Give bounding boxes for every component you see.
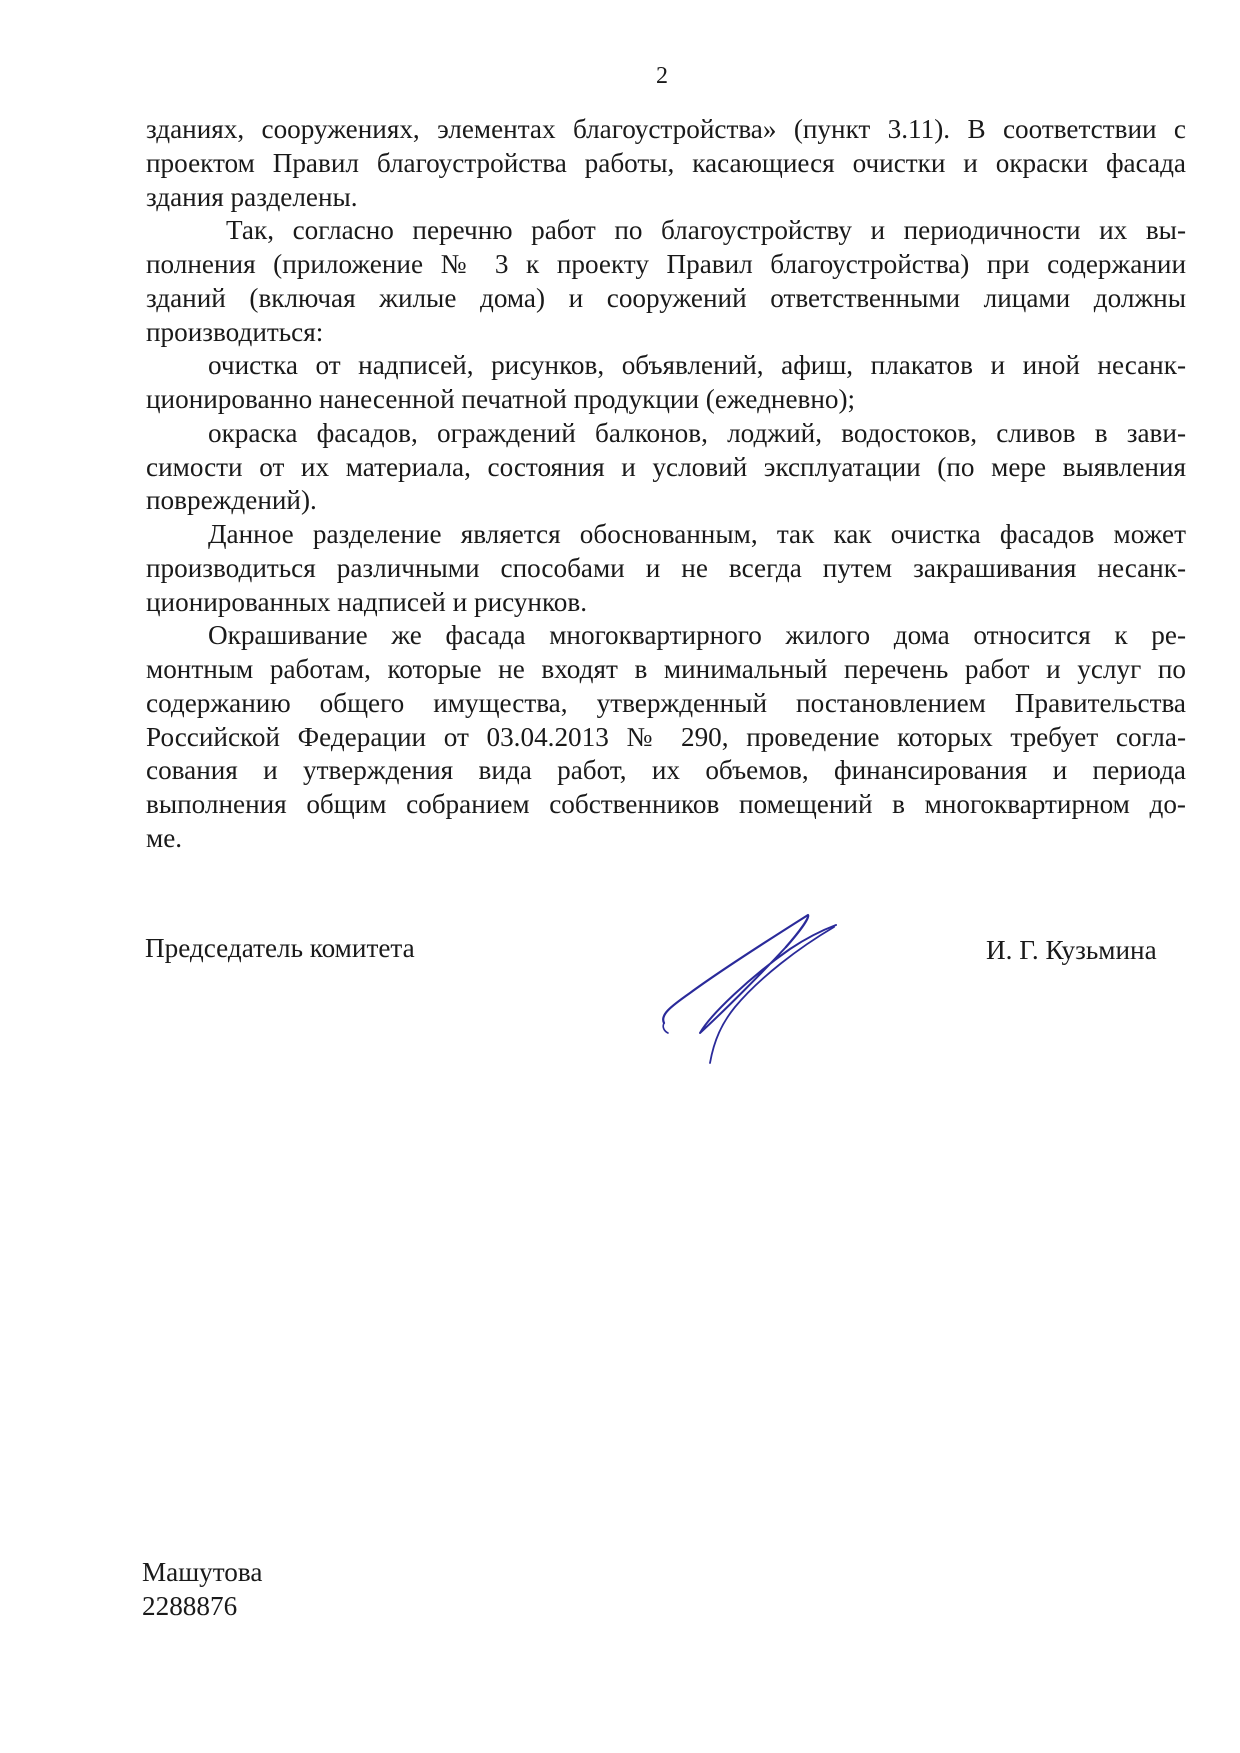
- signatory-title: Председатель комитета: [145, 933, 415, 963]
- text-line: Данное разделение является обоснованным, так как очистка фасадов может: [208, 519, 1186, 549]
- text-line: проектом Правил благоустройства работы, касающиеся очистки и окраски фасада: [146, 147, 1186, 178]
- text-line: здания разделены.: [146, 181, 358, 212]
- paragraph-cleaning-item: [146, 349, 1186, 417]
- text-line: окраска фасадов, ограждений балконов, лоджий, водостоков, сливов в зави-: [208, 417, 1186, 448]
- text-line: Окрашивание же фасада многоквартирного жилого дома относится к ре-: [208, 620, 1186, 651]
- text-line: ме.: [146, 822, 183, 853]
- paragraph-works-list-intro: [146, 214, 1186, 349]
- text-line: производиться:: [146, 316, 324, 347]
- text-line: ционированных надписей и рисунков.: [146, 586, 588, 617]
- text-line: производиться различными способами и не всегда путем закрашивания несанк-: [146, 552, 1186, 583]
- executor-phone: 2288876: [142, 1591, 238, 1621]
- text-line: Так, согласно перечню работ по благоустройству и периодичности их вы-: [226, 215, 1186, 246]
- text-line: зданий (включая жилые дома) и сооружений ответственными лицами должны: [146, 282, 1186, 313]
- text-line: Российской Федерации от 03.04.2013 № 290, проведение которых требует согла-: [146, 721, 1186, 752]
- text-line: выполнения общим собранием собственников помещений в многоквартирном до-: [146, 789, 1186, 819]
- text-line: содержанию общего имущества, утвержденный постановлением Правительства: [146, 687, 1186, 718]
- executor-footer: [142, 1555, 262, 1623]
- text-line: повреждений).: [146, 485, 317, 516]
- executor-name: Машутова: [142, 1557, 263, 1587]
- text-line: очистка от надписей, рисунков, объявлений, афиш, плакатов и иной несанк-: [208, 350, 1186, 381]
- text-line: полнения (приложение № 3 к проекту Правил благоустройства) при содержании: [146, 249, 1186, 279]
- paragraph-painting-item: [146, 417, 1186, 518]
- letter-body: [146, 113, 1186, 856]
- paragraph-repair-works: [146, 619, 1186, 855]
- text-line: сования и утверждения вида работ, их объемов, финансирования и периода: [146, 755, 1186, 786]
- text-line: ционированно нанесенной печатной продукции (ежедневно);: [146, 384, 856, 414]
- text-line: зданиях, сооружениях, элементах благоустройства» (пункт 3.11). В соответствии с: [146, 114, 1186, 144]
- text-line: симости от их материала, состояния и условий эксплуатации (по мере выявления: [146, 451, 1186, 482]
- signatory-name: И. Г. Кузьмина: [986, 935, 1157, 965]
- paragraph-continuation: [146, 113, 1186, 214]
- text-line: монтным работам, которые не входят в минимальный перечень работ и услуг по: [146, 654, 1186, 684]
- page-number: 2: [656, 63, 668, 89]
- paragraph-justification: [146, 518, 1186, 619]
- handwritten-signature-icon: [640, 895, 850, 1065]
